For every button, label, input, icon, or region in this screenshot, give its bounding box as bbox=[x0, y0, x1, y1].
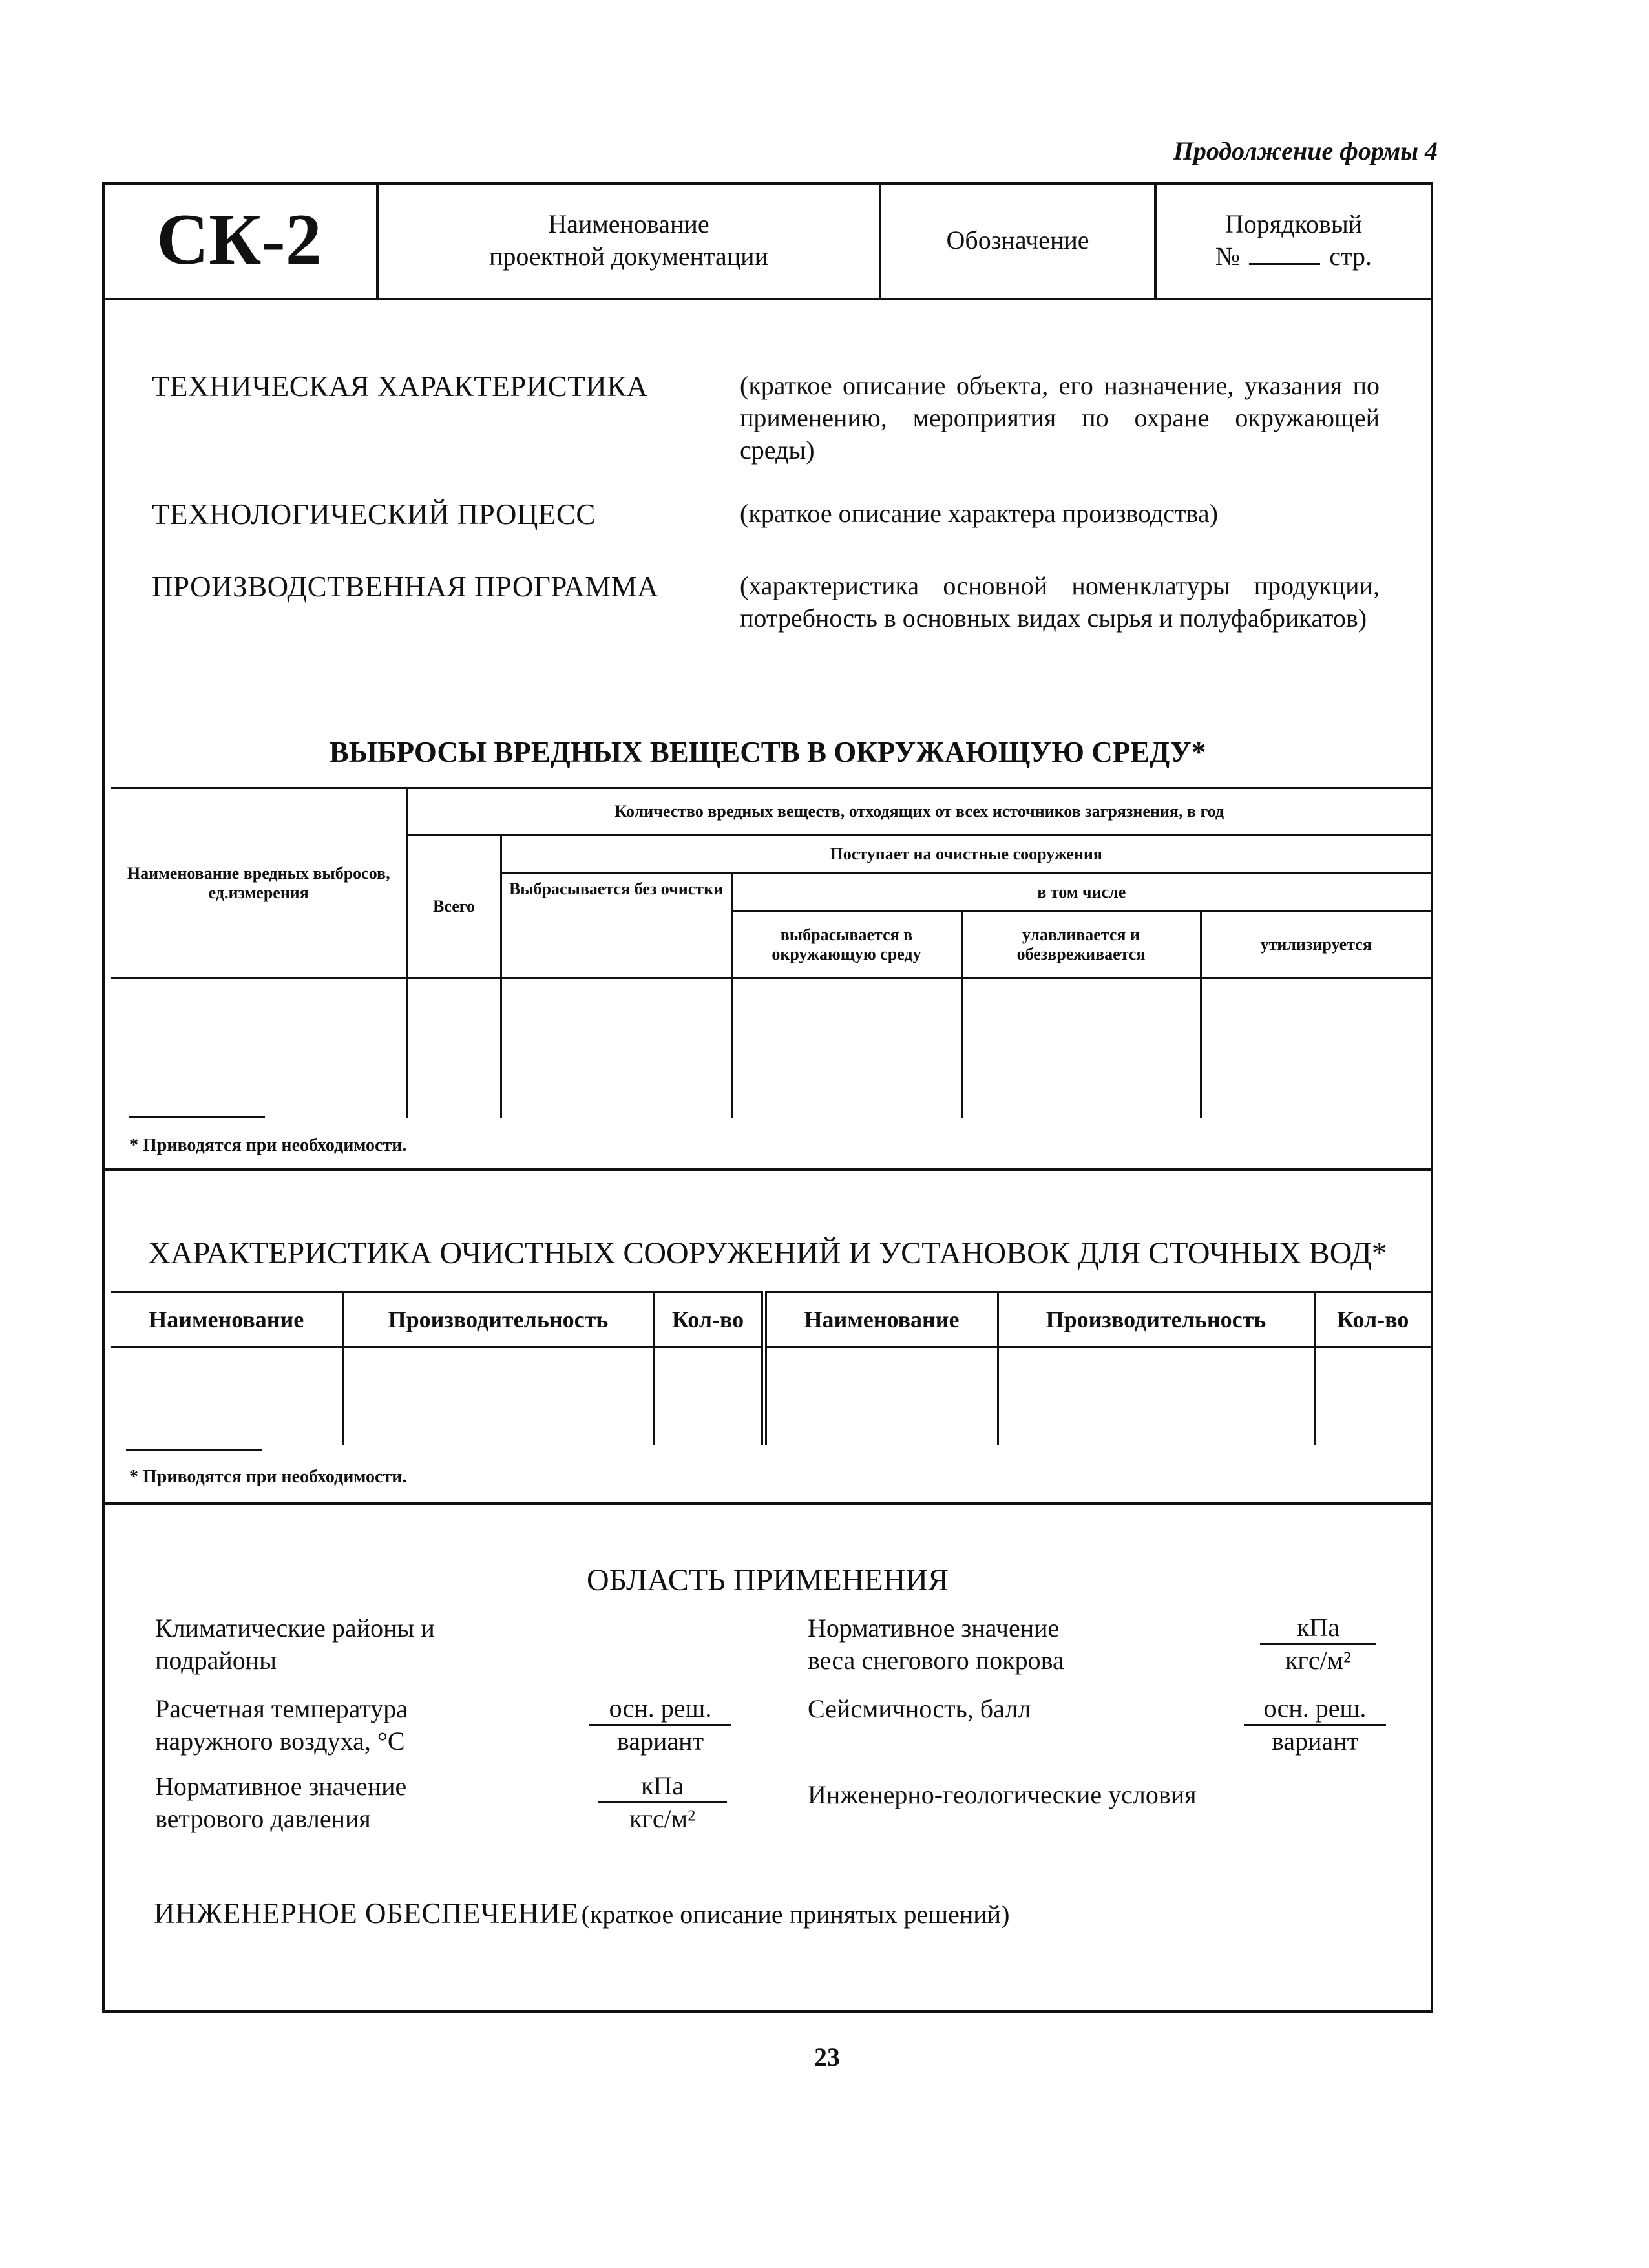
order-number-label: № bbox=[1215, 241, 1241, 271]
emission-quantity-header: Количество вредных веществ, отходящих от всех источников загрязнения, в год bbox=[407, 788, 1431, 835]
temperature-fraction: осн. реш. вариант bbox=[589, 1693, 731, 1757]
emissions-title: ВЫБРОСЫ ВРЕДНЫХ ВЕЩЕСТВ В ОКРУЖАЮЩУЮ СРЕДУ* bbox=[329, 736, 1206, 768]
engineering-section bbox=[154, 1896, 1009, 1930]
order-page-label: стр. bbox=[1329, 241, 1372, 271]
snow-load-label: Нормативное значение веса снегового покрова bbox=[808, 1613, 1064, 1675]
page-number: 23 bbox=[814, 2042, 840, 2072]
ww-qty-header-1: Кол-во bbox=[654, 1292, 764, 1347]
divider bbox=[102, 1502, 1433, 1505]
production-program-desc: (характеристика основной номенклатуры продукции, потребность в основных видах сырья и полуфабрикатов) bbox=[740, 571, 1380, 633]
released-header: выбрасывается в окружающую среду bbox=[731, 912, 961, 978]
ww-name-header-2: Наименование bbox=[764, 1292, 998, 1347]
wastewater-title: ХАРАКТЕРИСТИКА ОЧИСТНЫХ СООРУЖЕНИЙ И УСТАНОВОК ДЛЯ СТОЧНЫХ ВОД* bbox=[148, 1236, 1387, 1270]
production-program-label: ПРОИЗВОДСТВЕННАЯ ПРОГРАММА bbox=[152, 571, 659, 603]
table-row bbox=[111, 1347, 1431, 1445]
wastewater-footnote: * Приводятся при необходимости. bbox=[129, 1467, 407, 1487]
tech-process-desc: (краткое описание характера производства) bbox=[740, 499, 1218, 528]
without-treatment-header: Выбрасывается без очистки bbox=[501, 874, 731, 978]
engineering-label: ИНЖЕНЕРНОЕ ОБЕСПЕЧЕНИЕ bbox=[154, 1897, 579, 1929]
designation-header: Обозначение bbox=[879, 182, 1154, 298]
order-blank bbox=[1249, 257, 1320, 265]
table-row bbox=[111, 978, 1431, 1118]
doc-name-header bbox=[376, 182, 879, 298]
doc-name-line1: Наименование bbox=[548, 209, 709, 238]
design-temperature-label: Расчетная температура наружного воздуха, °С bbox=[155, 1694, 408, 1756]
climatic-regions-label: Климатические районы и подрайоны bbox=[155, 1613, 435, 1675]
order-header bbox=[1154, 182, 1431, 298]
tech-process-label: ТЕХНОЛОГИЧЕСКИЙ ПРОЦЕСС bbox=[152, 498, 596, 530]
including-header: в том числе bbox=[731, 874, 1431, 912]
doc-name-line2: проектной документации bbox=[489, 241, 768, 271]
wind-pressure-fraction: кПа кгс/м² bbox=[598, 1770, 727, 1834]
ww-name-header-1: Наименование bbox=[111, 1292, 342, 1347]
tech-characteristic-label: ТЕХНИЧЕСКАЯ ХАРАКТЕРИСТИКА bbox=[152, 370, 648, 403]
form-header bbox=[102, 182, 1433, 300]
continuation-note: Продолжение формы 4 bbox=[1173, 136, 1438, 165]
seismicity-fraction: осн. реш. вариант bbox=[1244, 1693, 1386, 1757]
ww-capacity-header-2: Производительность bbox=[998, 1292, 1314, 1347]
order-line1: Порядковый bbox=[1224, 209, 1363, 238]
tech-characteristic-desc: (краткое описание объекта, его назначение, указания по применению, мероприятия по охране окружающей среды) bbox=[740, 371, 1380, 465]
captured-header: улавливается и обезвреживается bbox=[961, 912, 1201, 978]
emission-total-header: Всего bbox=[407, 835, 501, 978]
form-code: СК-2 bbox=[156, 200, 322, 280]
ww-qty-header-2: Кол-во bbox=[1314, 1292, 1431, 1347]
emissions-footnote: * Приводятся при необходимости. bbox=[129, 1135, 407, 1155]
to-treatment-header: Поступает на очистные сооружения bbox=[501, 835, 1431, 874]
footnote-rule bbox=[126, 1449, 262, 1451]
geology-label: Инженерно-геологические условия bbox=[808, 1780, 1197, 1809]
ww-capacity-header-1: Производительность bbox=[342, 1292, 654, 1347]
application-title: ОБЛАСТЬ ПРИМЕНЕНИЯ bbox=[586, 1563, 949, 1597]
snow-load-fraction: кПа кгс/м² bbox=[1260, 1612, 1376, 1676]
wind-pressure-label: Нормативное значение ветрового давления bbox=[155, 1772, 407, 1833]
seismicity-label: Сейсмичность, балл bbox=[808, 1694, 1031, 1723]
divider bbox=[102, 1168, 1433, 1171]
footnote-rule bbox=[129, 1116, 265, 1118]
engineering-desc: (краткое описание принятых решений) bbox=[581, 1900, 1010, 1929]
emission-name-header: Наименование вредных выбросов, ед.измерения bbox=[111, 788, 407, 978]
wastewater-table bbox=[111, 1291, 1431, 1445]
utilized-header: утилизируется bbox=[1201, 912, 1431, 978]
emissions-table bbox=[111, 787, 1431, 1118]
